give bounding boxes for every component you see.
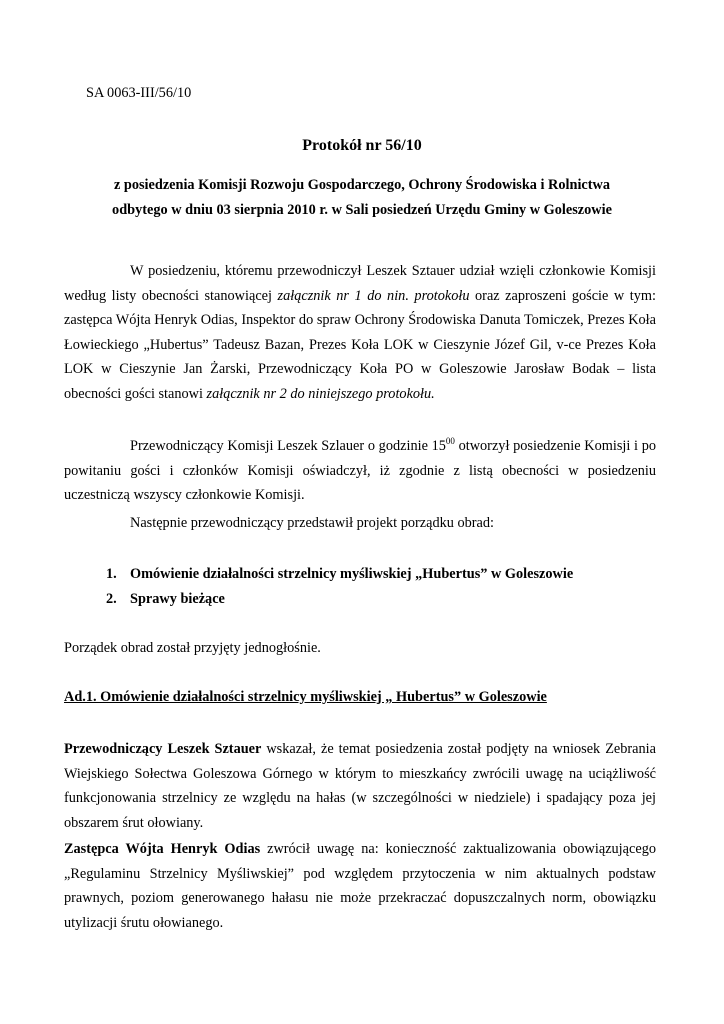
opening-time-minutes: 00	[445, 436, 455, 446]
agenda-list	[106, 562, 573, 612]
statement-text: wskazał, że temat posiedzenia został podjęty na wniosek Zebrania Wiejskiego Sołectwa Goleszowa Górnego w którym to mieszkańcy zwrócili uwagę na uciążliwość funkcjonowania strzelnicy ze względu na hałas (w szczególności w niedziele) i spadający poza jej obszarem śrut ołowiany.	[64, 741, 656, 831]
attachment-1-reference: załącznik nr 1 do nin. protokołu	[277, 287, 470, 304]
agenda-item-label: Sprawy bieżące	[130, 591, 225, 607]
agenda-item	[106, 562, 573, 587]
opening-text-a: Przewodniczący Komisji Leszek Szlauer o godzinie 15	[130, 438, 446, 454]
agenda-approval-paragraph: Porządek obrad został przyjęty jednogłośnie.	[64, 640, 321, 656]
deputy-mayor-statement-paragraph	[64, 837, 656, 935]
statement-text: zwrócił uwagę na: konieczność zaktualizowania obowiązującego „Regulaminu Strzelnicy Myśliwskiej” pod względem przytoczenia w nim aktualnych podstaw prawnych, poziom generowanego hałasu nie może przekraczać dopuszczalnych norm, obowiązku utylizacji śrutu ołowianego.	[64, 841, 656, 931]
agenda-item-number: 1.	[106, 566, 117, 582]
agenda-item-label: Omówienie działalności strzelnicy myśliwskiej „Hubertus” w Goleszowie	[130, 566, 574, 582]
protocol-subtitle-line-1: z posiedzenia Komisji Rozwoju Gospodarczego, Ochrony Środowiska i Rolnictwa	[113, 177, 611, 193]
agenda-item-number: 2.	[106, 591, 117, 607]
agenda-intro-paragraph: Następnie przewodniczący przedstawił projekt porządku obrad:	[130, 515, 495, 531]
speaker-name: Zastępca Wójta Henryk Odias	[64, 841, 261, 857]
attachment-2-reference: załącznik nr 2 do niniejszego protokołu.	[206, 385, 435, 402]
attendance-text-b: oraz zaproszeni goście w tym: zastępca Wójta Henryk Odias, Inspektor do spraw Ochrony Środowiska Danuta Tomiczek, Prezes Koła Łowieckiego „Hubertus” Tadeusz Bazan, Prezes Koła LOK w Cieszynie Józef Gil, v-ce Prezes Koła LOK w Cieszynie Jan Żarski, Przewodniczący Koła PO w Goleszowie Jarosław Bodak – lista obecności gości stanowi	[64, 287, 656, 402]
chairman-statement-paragraph	[64, 737, 656, 835]
opening-paragraph	[64, 434, 656, 508]
attendance-paragraph	[64, 259, 656, 407]
agenda-item	[106, 587, 573, 612]
protocol-title: Protokół nr 56/10	[302, 137, 422, 154]
speaker-name: Przewodniczący Leszek Sztauer	[64, 741, 262, 757]
opening-text-b: otworzył posiedzenie Komisji i po powitaniu gości i członków Komisji oświadczył, iż zgodnie z listą obecności w posiedzeniu uczestniczą wszyscy członkowie Komisji.	[64, 438, 656, 504]
document-reference-number: SA 0063-III/56/10	[86, 85, 192, 101]
attendance-text-a: W posiedzeniu, któremu przewodniczył Leszek Sztauer udział wzięli członkowie Komisji według listy obecności stanowiącej	[64, 263, 656, 304]
protocol-subtitle-line-2: odbytego w dniu 03 sierpnia 2010 r. w Sali posiedzeń Urzędu Gminy w Goleszowie	[112, 202, 612, 218]
section-heading-ad-1: Ad.1. Omówienie działalności strzelnicy myśliwskiej „ Hubertus” w Goleszowie	[64, 689, 547, 705]
